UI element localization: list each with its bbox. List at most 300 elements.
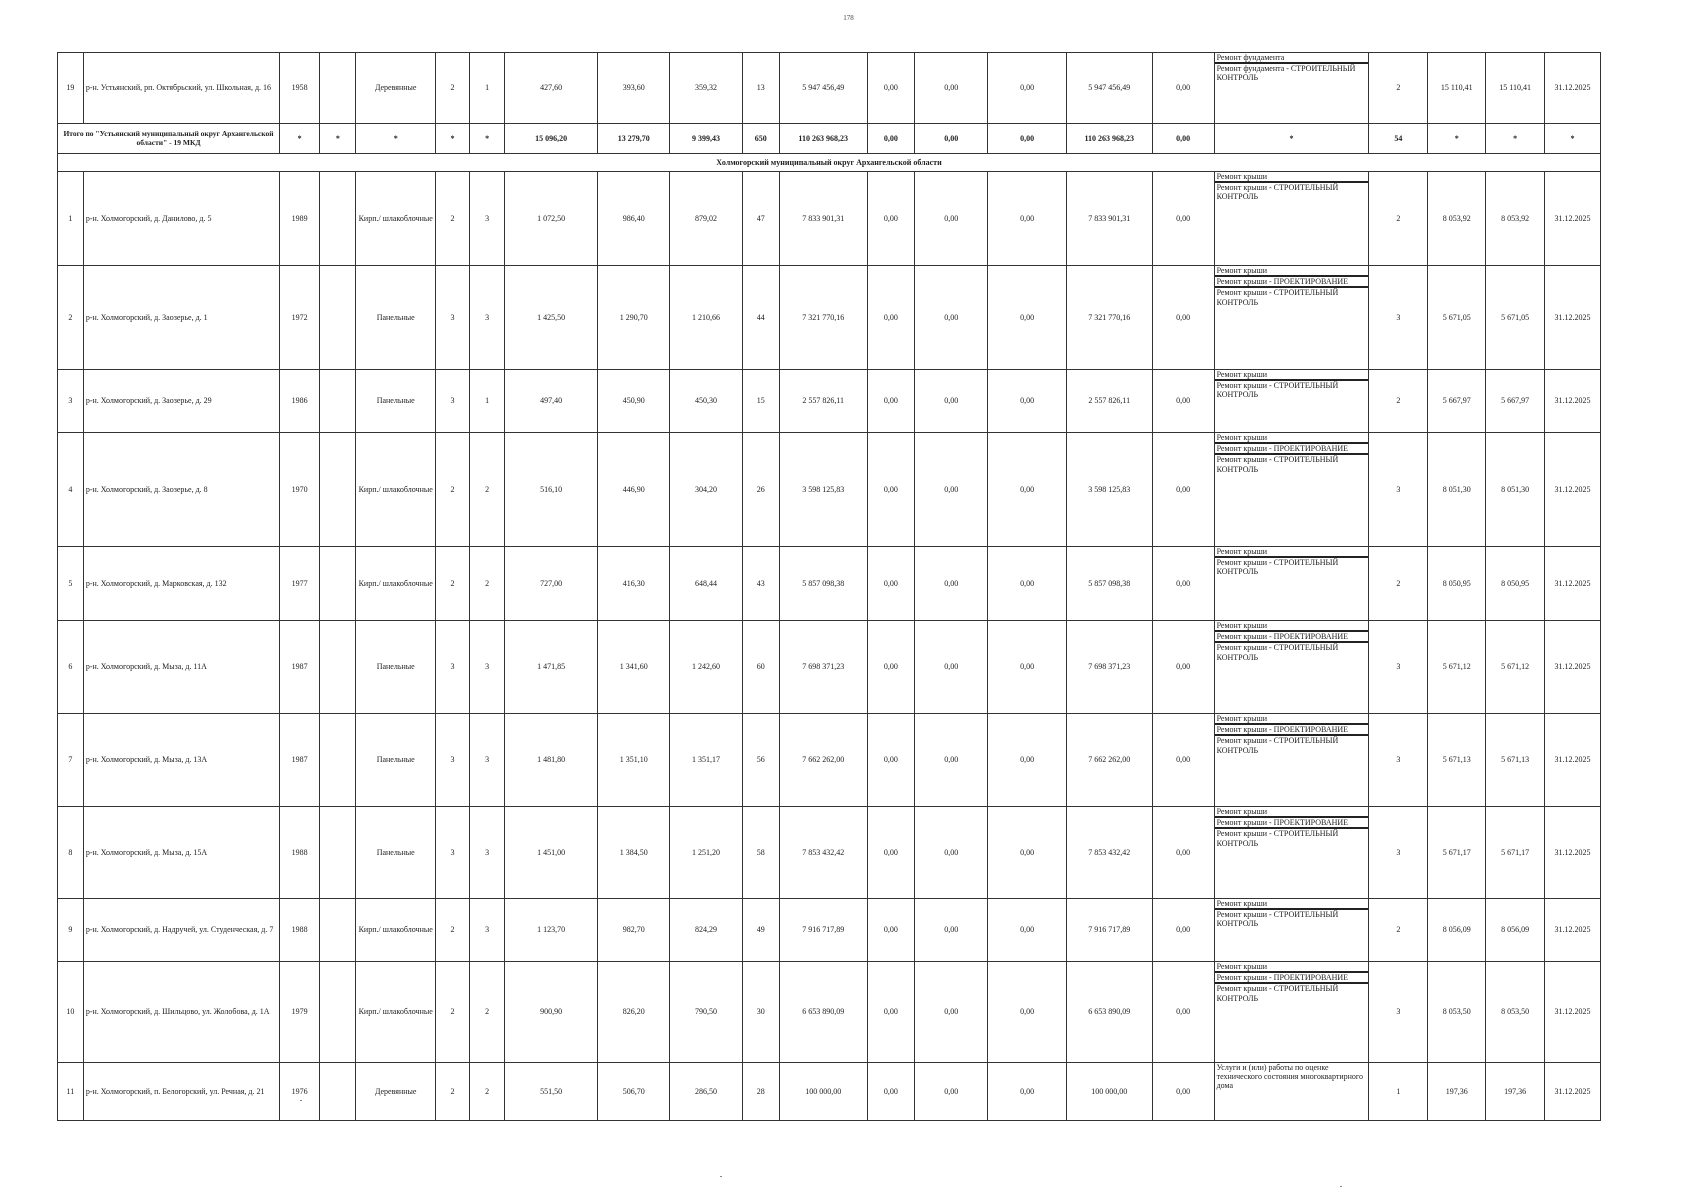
other-cell: 0,00 [1152, 266, 1214, 370]
total-cell: * [280, 124, 320, 154]
budget-region-cell: 0,00 [915, 621, 988, 714]
fund-cell: 0,00 [867, 621, 915, 714]
work-item: Ремонт крыши [1215, 433, 1369, 444]
entrances-cell: 2 [470, 962, 505, 1063]
work-item: Ремонт крыши - ПРОЕКТИРОВАНИЕ [1215, 818, 1369, 829]
address-cell: р-н. Холмогорский, д. Марковская, д. 132 [83, 547, 279, 621]
cost-per-m2-cell: 8 053,92 [1428, 172, 1486, 266]
work-item: Ремонт крыши [1215, 547, 1369, 558]
limit-per-m2-cell: 5 671,12 [1486, 621, 1545, 714]
area-living-cell: 986,40 [598, 172, 670, 266]
budget-region-cell: 0,00 [915, 433, 988, 547]
entrances-cell: 3 [470, 621, 505, 714]
material-cell: Кирп./ шлакоблочные [356, 172, 436, 266]
address-cell: р-н. Холмогорский, д. Шильцово, ул. Жолобова, д. 1А [83, 962, 279, 1063]
total-budget-region: 0,00 [915, 124, 988, 154]
row-number: 7 [58, 714, 84, 807]
other-cell: 0,00 [1152, 53, 1214, 124]
table-row [58, 547, 1601, 621]
residents-cell: 60 [742, 621, 779, 714]
table-row [58, 962, 1601, 1063]
owners-cell: 2 557 826,11 [1066, 370, 1152, 433]
area-living-cell: 1 341,60 [598, 621, 670, 714]
area-living-cell: 1 290,70 [598, 266, 670, 370]
address-cell: р-н. Холмогорский, д. Надручей, ул. Студенческая, д. 7 [83, 899, 279, 962]
total-cell: * [435, 124, 469, 154]
cost-total-cell: 7 662 262,00 [779, 714, 867, 807]
works-cell [1214, 370, 1369, 433]
fund-cell: 0,00 [867, 962, 915, 1063]
limit-per-m2-cell: 8 053,50 [1486, 962, 1545, 1063]
limit-per-m2-cell: 8 053,92 [1486, 172, 1545, 266]
deadline-cell: 31.12.2025 [1545, 547, 1601, 621]
cost-total-cell: 7 833 901,31 [779, 172, 867, 266]
budget-region-cell: 0,00 [915, 962, 988, 1063]
address-cell: р-н. Холмогорский, д. Мыза, д. 13А [83, 714, 279, 807]
works-count-cell: 2 [1369, 899, 1428, 962]
row-number: 10 [58, 962, 84, 1063]
floors-cell: 3 [435, 370, 469, 433]
floors-cell: 3 [435, 621, 469, 714]
floors-cell: 3 [435, 714, 469, 807]
total-label: Итого по "Устьянский муниципальный округ Архангельской области" - 19 МКД [58, 124, 280, 154]
budget-local-cell: 0,00 [988, 266, 1066, 370]
deadline-cell: 31.12.2025 [1545, 962, 1601, 1063]
empty-cell [320, 807, 356, 899]
area-res-cell: 790,50 [670, 962, 742, 1063]
table-row [58, 899, 1601, 962]
area-living-cell: 506,70 [598, 1063, 670, 1121]
work-item: Ремонт крыши - ПРОЕКТИРОВАНИЕ [1215, 444, 1369, 455]
address-cell: р-н. Холмогорский, д. Мыза, д. 11А [83, 621, 279, 714]
cost-per-m2-cell: 5 671,12 [1428, 621, 1486, 714]
table-row [58, 370, 1601, 433]
total-cell: * [356, 124, 436, 154]
area-total-cell: 1 481,80 [505, 714, 598, 807]
empty-cell [320, 714, 356, 807]
residents-cell: 28 [742, 1063, 779, 1121]
residents-cell: 49 [742, 899, 779, 962]
year-cell: 1988 [280, 807, 320, 899]
cost-per-m2-cell: 5 671,17 [1428, 807, 1486, 899]
cost-per-m2-cell: 5 671,13 [1428, 714, 1486, 807]
address-cell: р-н. Холмогорский, д. Заозерье, д. 1 [83, 266, 279, 370]
year-cell: 1988 [280, 899, 320, 962]
total-deadline: * [1545, 124, 1601, 154]
works-cell [1214, 807, 1369, 899]
work-item: Ремонт крыши - СТРОИТЕЛЬНЫЙ КОНТРОЛЬ [1216, 288, 1339, 307]
address-cell: р-н. Холмогорский, п. Белогорский, ул. Речная, д. 21 [83, 1063, 279, 1121]
row-number: 9 [58, 899, 84, 962]
work-item: Ремонт крыши - СТРОИТЕЛЬНЫЙ КОНТРОЛЬ [1216, 736, 1339, 755]
area-res-cell: 879,02 [670, 172, 742, 266]
address-cell: р-н. Холмогорский, д. Мыза, д. 15А [83, 807, 279, 899]
budget-local-cell: 0,00 [988, 621, 1066, 714]
deadline-cell: 31.12.2025 [1545, 266, 1601, 370]
deadline-cell: 31.12.2025 [1545, 714, 1601, 807]
works-count-cell: 2 [1369, 370, 1428, 433]
works-cell [1214, 899, 1369, 962]
work-item: Ремонт крыши [1215, 807, 1369, 818]
floors-cell: 2 [435, 53, 469, 124]
floors-cell: 2 [435, 433, 469, 547]
budget-region-cell: 0,00 [915, 714, 988, 807]
cost-per-m2-cell: 8 053,50 [1428, 962, 1486, 1063]
owners-cell: 3 598 125,83 [1066, 433, 1152, 547]
budget-region-cell: 0,00 [915, 370, 988, 433]
area-total-cell: 516,10 [505, 433, 598, 547]
owners-cell: 5 857 098,38 [1066, 547, 1152, 621]
deadline-cell: 31.12.2025 [1545, 807, 1601, 899]
area-total-cell: 427,60 [505, 53, 598, 124]
budget-region-cell: 0,00 [915, 547, 988, 621]
works-cell [1214, 621, 1369, 714]
area-living-cell: 982,70 [598, 899, 670, 962]
residents-cell: 26 [742, 433, 779, 547]
cost-total-cell: 7 321 770,16 [779, 266, 867, 370]
empty-cell [320, 266, 356, 370]
works-count-cell: 3 [1369, 962, 1428, 1063]
budget-local-cell: 0,00 [988, 962, 1066, 1063]
cost-total-cell: 7 916 717,89 [779, 899, 867, 962]
entrances-cell: 3 [470, 172, 505, 266]
budget-local-cell: 0,00 [988, 899, 1066, 962]
entrances-cell: 3 [470, 807, 505, 899]
work-item: Ремонт крыши - ПРОЕКТИРОВАНИЕ [1215, 973, 1369, 984]
works-count-cell: 3 [1369, 433, 1428, 547]
row-number: 3 [58, 370, 84, 433]
budget-local-cell: 0,00 [988, 807, 1066, 899]
cost-per-m2-cell: 5 667,97 [1428, 370, 1486, 433]
fund-cell: 0,00 [867, 899, 915, 962]
total-area-living: 13 279,70 [598, 124, 670, 154]
entrances-cell: 3 [470, 714, 505, 807]
works-count-cell: 3 [1369, 621, 1428, 714]
works-count-cell: 3 [1369, 266, 1428, 370]
residents-cell: 58 [742, 807, 779, 899]
fund-cell: 0,00 [867, 1063, 915, 1121]
area-living-cell: 450,90 [598, 370, 670, 433]
works-cell [1214, 962, 1369, 1063]
cost-per-m2-cell: 8 056,09 [1428, 899, 1486, 962]
capital-repair-register-table [57, 52, 1601, 1121]
table-row [58, 621, 1601, 714]
table-row [58, 53, 1601, 124]
owners-cell: 6 653 890,09 [1066, 962, 1152, 1063]
material-cell: Панельные [356, 714, 436, 807]
other-cell: 0,00 [1152, 714, 1214, 807]
deadline-cell: 31.12.2025 [1545, 433, 1601, 547]
floors-cell: 3 [435, 807, 469, 899]
budget-local-cell: 0,00 [988, 433, 1066, 547]
area-living-cell: 416,30 [598, 547, 670, 621]
table-row [58, 714, 1601, 807]
budget-region-cell: 0,00 [915, 266, 988, 370]
floors-cell: 2 [435, 899, 469, 962]
table-row [58, 1063, 1601, 1121]
area-total-cell: 497,40 [505, 370, 598, 433]
floors-cell: 3 [435, 266, 469, 370]
area-res-cell: 1 351,17 [670, 714, 742, 807]
empty-cell [320, 547, 356, 621]
works-count-cell: 2 [1369, 172, 1428, 266]
cost-per-m2-cell: 15 110,41 [1428, 53, 1486, 124]
area-living-cell: 1 351,10 [598, 714, 670, 807]
budget-region-cell: 0,00 [915, 899, 988, 962]
fund-cell: 0,00 [867, 807, 915, 899]
other-cell: 0,00 [1152, 370, 1214, 433]
work-item: Ремонт крыши - СТРОИТЕЛЬНЫЙ КОНТРОЛЬ [1216, 910, 1339, 929]
limit-per-m2-cell: 8 051,30 [1486, 433, 1545, 547]
works-cell [1214, 714, 1369, 807]
scan-speck [300, 1100, 302, 1101]
row-number: 11 [58, 1063, 84, 1121]
total-cost-per-m2: * [1428, 124, 1486, 154]
work-item: Ремонт крыши - СТРОИТЕЛЬНЫЙ КОНТРОЛЬ [1216, 558, 1339, 577]
entrances-cell: 3 [470, 899, 505, 962]
table-row [58, 266, 1601, 370]
year-cell: 1987 [280, 714, 320, 807]
area-res-cell: 1 251,20 [670, 807, 742, 899]
page-number: 178 [843, 14, 854, 22]
limit-per-m2-cell: 15 110,41 [1486, 53, 1545, 124]
scan-speck [1340, 1186, 1342, 1187]
row-number: 4 [58, 433, 84, 547]
area-res-cell: 1 242,60 [670, 621, 742, 714]
empty-cell [320, 962, 356, 1063]
entrances-cell: 2 [470, 547, 505, 621]
area-total-cell: 1 123,70 [505, 899, 598, 962]
cost-total-cell: 2 557 826,11 [779, 370, 867, 433]
row-number: 5 [58, 547, 84, 621]
empty-cell [320, 621, 356, 714]
work-item: Ремонт крыши [1215, 266, 1369, 277]
area-res-cell: 648,44 [670, 547, 742, 621]
total-budget-local: 0,00 [988, 124, 1066, 154]
cost-total-cell: 5 857 098,38 [779, 547, 867, 621]
scan-speck [720, 1176, 722, 1177]
owners-cell: 7 916 717,89 [1066, 899, 1152, 962]
fund-cell: 0,00 [867, 172, 915, 266]
empty-cell [320, 172, 356, 266]
year-cell: 1977 [280, 547, 320, 621]
address-cell: р-н. Холмогорский, д. Заозерье, д. 8 [83, 433, 279, 547]
entrances-cell: 2 [470, 433, 505, 547]
residents-cell: 56 [742, 714, 779, 807]
deadline-cell: 31.12.2025 [1545, 172, 1601, 266]
material-cell: Деревянные [356, 53, 436, 124]
cost-per-m2-cell: 5 671,05 [1428, 266, 1486, 370]
row-number: 19 [58, 53, 84, 124]
work-item: Ремонт крыши [1215, 172, 1369, 183]
deadline-cell: 31.12.2025 [1545, 53, 1601, 124]
row-number: 2 [58, 266, 84, 370]
entrances-cell: 1 [470, 370, 505, 433]
other-cell: 0,00 [1152, 621, 1214, 714]
row-number: 6 [58, 621, 84, 714]
budget-local-cell: 0,00 [988, 547, 1066, 621]
area-res-cell: 286,50 [670, 1063, 742, 1121]
other-cell: 0,00 [1152, 1063, 1214, 1121]
deadline-cell: 31.12.2025 [1545, 621, 1601, 714]
address-cell: р-н. Холмогорский, д. Заозерье, д. 29 [83, 370, 279, 433]
total-area-total: 15 096,20 [505, 124, 598, 154]
works-count-cell: 2 [1369, 547, 1428, 621]
year-cell: 1989 [280, 172, 320, 266]
area-res-cell: 450,30 [670, 370, 742, 433]
budget-local-cell: 0,00 [988, 714, 1066, 807]
material-cell: Кирп./ шлакоблочные [356, 547, 436, 621]
fund-cell: 0,00 [867, 266, 915, 370]
entrances-cell: 3 [470, 266, 505, 370]
floors-cell: 2 [435, 547, 469, 621]
work-item: Ремонт крыши - СТРОИТЕЛЬНЫЙ КОНТРОЛЬ [1216, 455, 1339, 474]
row-number: 1 [58, 172, 84, 266]
total-cell: * [320, 124, 356, 154]
area-living-cell: 826,20 [598, 962, 670, 1063]
work-item: Ремонт крыши - ПРОЕКТИРОВАНИЕ [1215, 725, 1369, 736]
table-row [58, 172, 1601, 266]
area-total-cell: 900,90 [505, 962, 598, 1063]
year-cell: 1972 [280, 266, 320, 370]
work-item: Ремонт крыши [1215, 370, 1369, 381]
limit-per-m2-cell: 8 050,95 [1486, 547, 1545, 621]
works-count-cell: 1 [1369, 1063, 1428, 1121]
work-item: Ремонт крыши [1215, 962, 1369, 973]
deadline-cell: 31.12.2025 [1545, 1063, 1601, 1121]
other-cell: 0,00 [1152, 433, 1214, 547]
work-item: Ремонт крыши - СТРОИТЕЛЬНЫЙ КОНТРОЛЬ [1216, 381, 1339, 400]
other-cell: 0,00 [1152, 962, 1214, 1063]
works-count-cell: 2 [1369, 53, 1428, 124]
works-count-cell: 3 [1369, 807, 1428, 899]
area-living-cell: 446,90 [598, 433, 670, 547]
other-cell: 0,00 [1152, 172, 1214, 266]
total-cost: 110 263 968,23 [779, 124, 867, 154]
section-title: Холмогорский муниципальный округ Архангельской области [58, 154, 1601, 172]
area-living-cell: 393,60 [598, 53, 670, 124]
limit-per-m2-cell: 197,36 [1486, 1063, 1545, 1121]
works-count-cell: 3 [1369, 714, 1428, 807]
cost-per-m2-cell: 8 051,30 [1428, 433, 1486, 547]
owners-cell: 7 662 262,00 [1066, 714, 1152, 807]
owners-cell: 7 321 770,16 [1066, 266, 1152, 370]
budget-region-cell: 0,00 [915, 53, 988, 124]
cost-total-cell: 3 598 125,83 [779, 433, 867, 547]
total-residents: 650 [742, 124, 779, 154]
entrances-cell: 2 [470, 1063, 505, 1121]
empty-cell [320, 899, 356, 962]
fund-cell: 0,00 [867, 370, 915, 433]
total-limit-per-m2: * [1486, 124, 1545, 154]
fund-cell: 0,00 [867, 714, 915, 807]
owners-cell: 5 947 456,49 [1066, 53, 1152, 124]
work-item: Ремонт фундамента [1215, 53, 1369, 64]
work-item: Ремонт крыши - СТРОИТЕЛЬНЫЙ КОНТРОЛЬ [1216, 829, 1339, 848]
residents-cell: 47 [742, 172, 779, 266]
material-cell: Кирп./ шлакоблочные [356, 433, 436, 547]
area-total-cell: 1 072,50 [505, 172, 598, 266]
work-item: Ремонт крыши [1215, 899, 1369, 910]
year-cell: 1986 [280, 370, 320, 433]
works-cell [1214, 433, 1369, 547]
limit-per-m2-cell: 5 671,17 [1486, 807, 1545, 899]
residents-cell: 30 [742, 962, 779, 1063]
floors-cell: 2 [435, 1063, 469, 1121]
limit-per-m2-cell: 5 671,05 [1486, 266, 1545, 370]
material-cell: Панельные [356, 621, 436, 714]
year-cell: 1970 [280, 433, 320, 547]
area-res-cell: 824,29 [670, 899, 742, 962]
total-area-res: 9 399,43 [670, 124, 742, 154]
fund-cell: 0,00 [867, 53, 915, 124]
material-cell: Панельные [356, 266, 436, 370]
area-total-cell: 727,00 [505, 547, 598, 621]
empty-cell [320, 53, 356, 124]
material-cell: Кирп./ шлакоблочные [356, 899, 436, 962]
area-res-cell: 359,32 [670, 53, 742, 124]
fund-cell: 0,00 [867, 433, 915, 547]
other-cell: 0,00 [1152, 807, 1214, 899]
cost-total-cell: 6 653 890,09 [779, 962, 867, 1063]
residents-cell: 43 [742, 547, 779, 621]
total-row [58, 124, 1601, 154]
owners-cell: 100 000,00 [1066, 1063, 1152, 1121]
cost-total-cell: 7 853 432,42 [779, 807, 867, 899]
empty-cell [320, 370, 356, 433]
work-item: Ремонт крыши - СТРОИТЕЛЬНЫЙ КОНТРОЛЬ [1216, 643, 1339, 662]
work-item: Ремонт крыши - СТРОИТЕЛЬНЫЙ КОНТРОЛЬ [1216, 183, 1339, 202]
budget-local-cell: 0,00 [988, 172, 1066, 266]
year-cell: 1976 [280, 1063, 320, 1121]
residents-cell: 44 [742, 266, 779, 370]
empty-cell [320, 433, 356, 547]
residents-cell: 15 [742, 370, 779, 433]
cost-total-cell: 5 947 456,49 [779, 53, 867, 124]
total-other: 0,00 [1152, 124, 1214, 154]
area-total-cell: 1 471,85 [505, 621, 598, 714]
work-item: Ремонт крыши - ПРОЕКТИРОВАНИЕ [1215, 632, 1369, 643]
material-cell: Панельные [356, 807, 436, 899]
area-res-cell: 1 210,66 [670, 266, 742, 370]
entrances-cell: 1 [470, 53, 505, 124]
year-cell: 1987 [280, 621, 320, 714]
empty-cell [320, 1063, 356, 1121]
limit-per-m2-cell: 5 667,97 [1486, 370, 1545, 433]
floors-cell: 2 [435, 962, 469, 1063]
area-res-cell: 304,20 [670, 433, 742, 547]
budget-local-cell: 0,00 [988, 1063, 1066, 1121]
total-works-count: 54 [1369, 124, 1428, 154]
total-cell: * [470, 124, 505, 154]
material-cell: Панельные [356, 370, 436, 433]
owners-cell: 7 698 371,23 [1066, 621, 1152, 714]
floors-cell: 2 [435, 172, 469, 266]
total-works: * [1214, 124, 1369, 154]
deadline-cell: 31.12.2025 [1545, 899, 1601, 962]
year-cell: 1979 [280, 962, 320, 1063]
table-row [58, 807, 1601, 899]
cost-total-cell: 7 698 371,23 [779, 621, 867, 714]
works-cell [1214, 266, 1369, 370]
budget-local-cell: 0,00 [988, 370, 1066, 433]
total-owners: 110 263 968,23 [1066, 124, 1152, 154]
work-item: Ремонт крыши - СТРОИТЕЛЬНЫЙ КОНТРОЛЬ [1216, 984, 1339, 1003]
address-cell: р-н. Холмогорский, д. Данилово, д. 5 [83, 172, 279, 266]
works-cell [1214, 1063, 1369, 1121]
other-cell: 0,00 [1152, 899, 1214, 962]
works-cell [1214, 172, 1369, 266]
